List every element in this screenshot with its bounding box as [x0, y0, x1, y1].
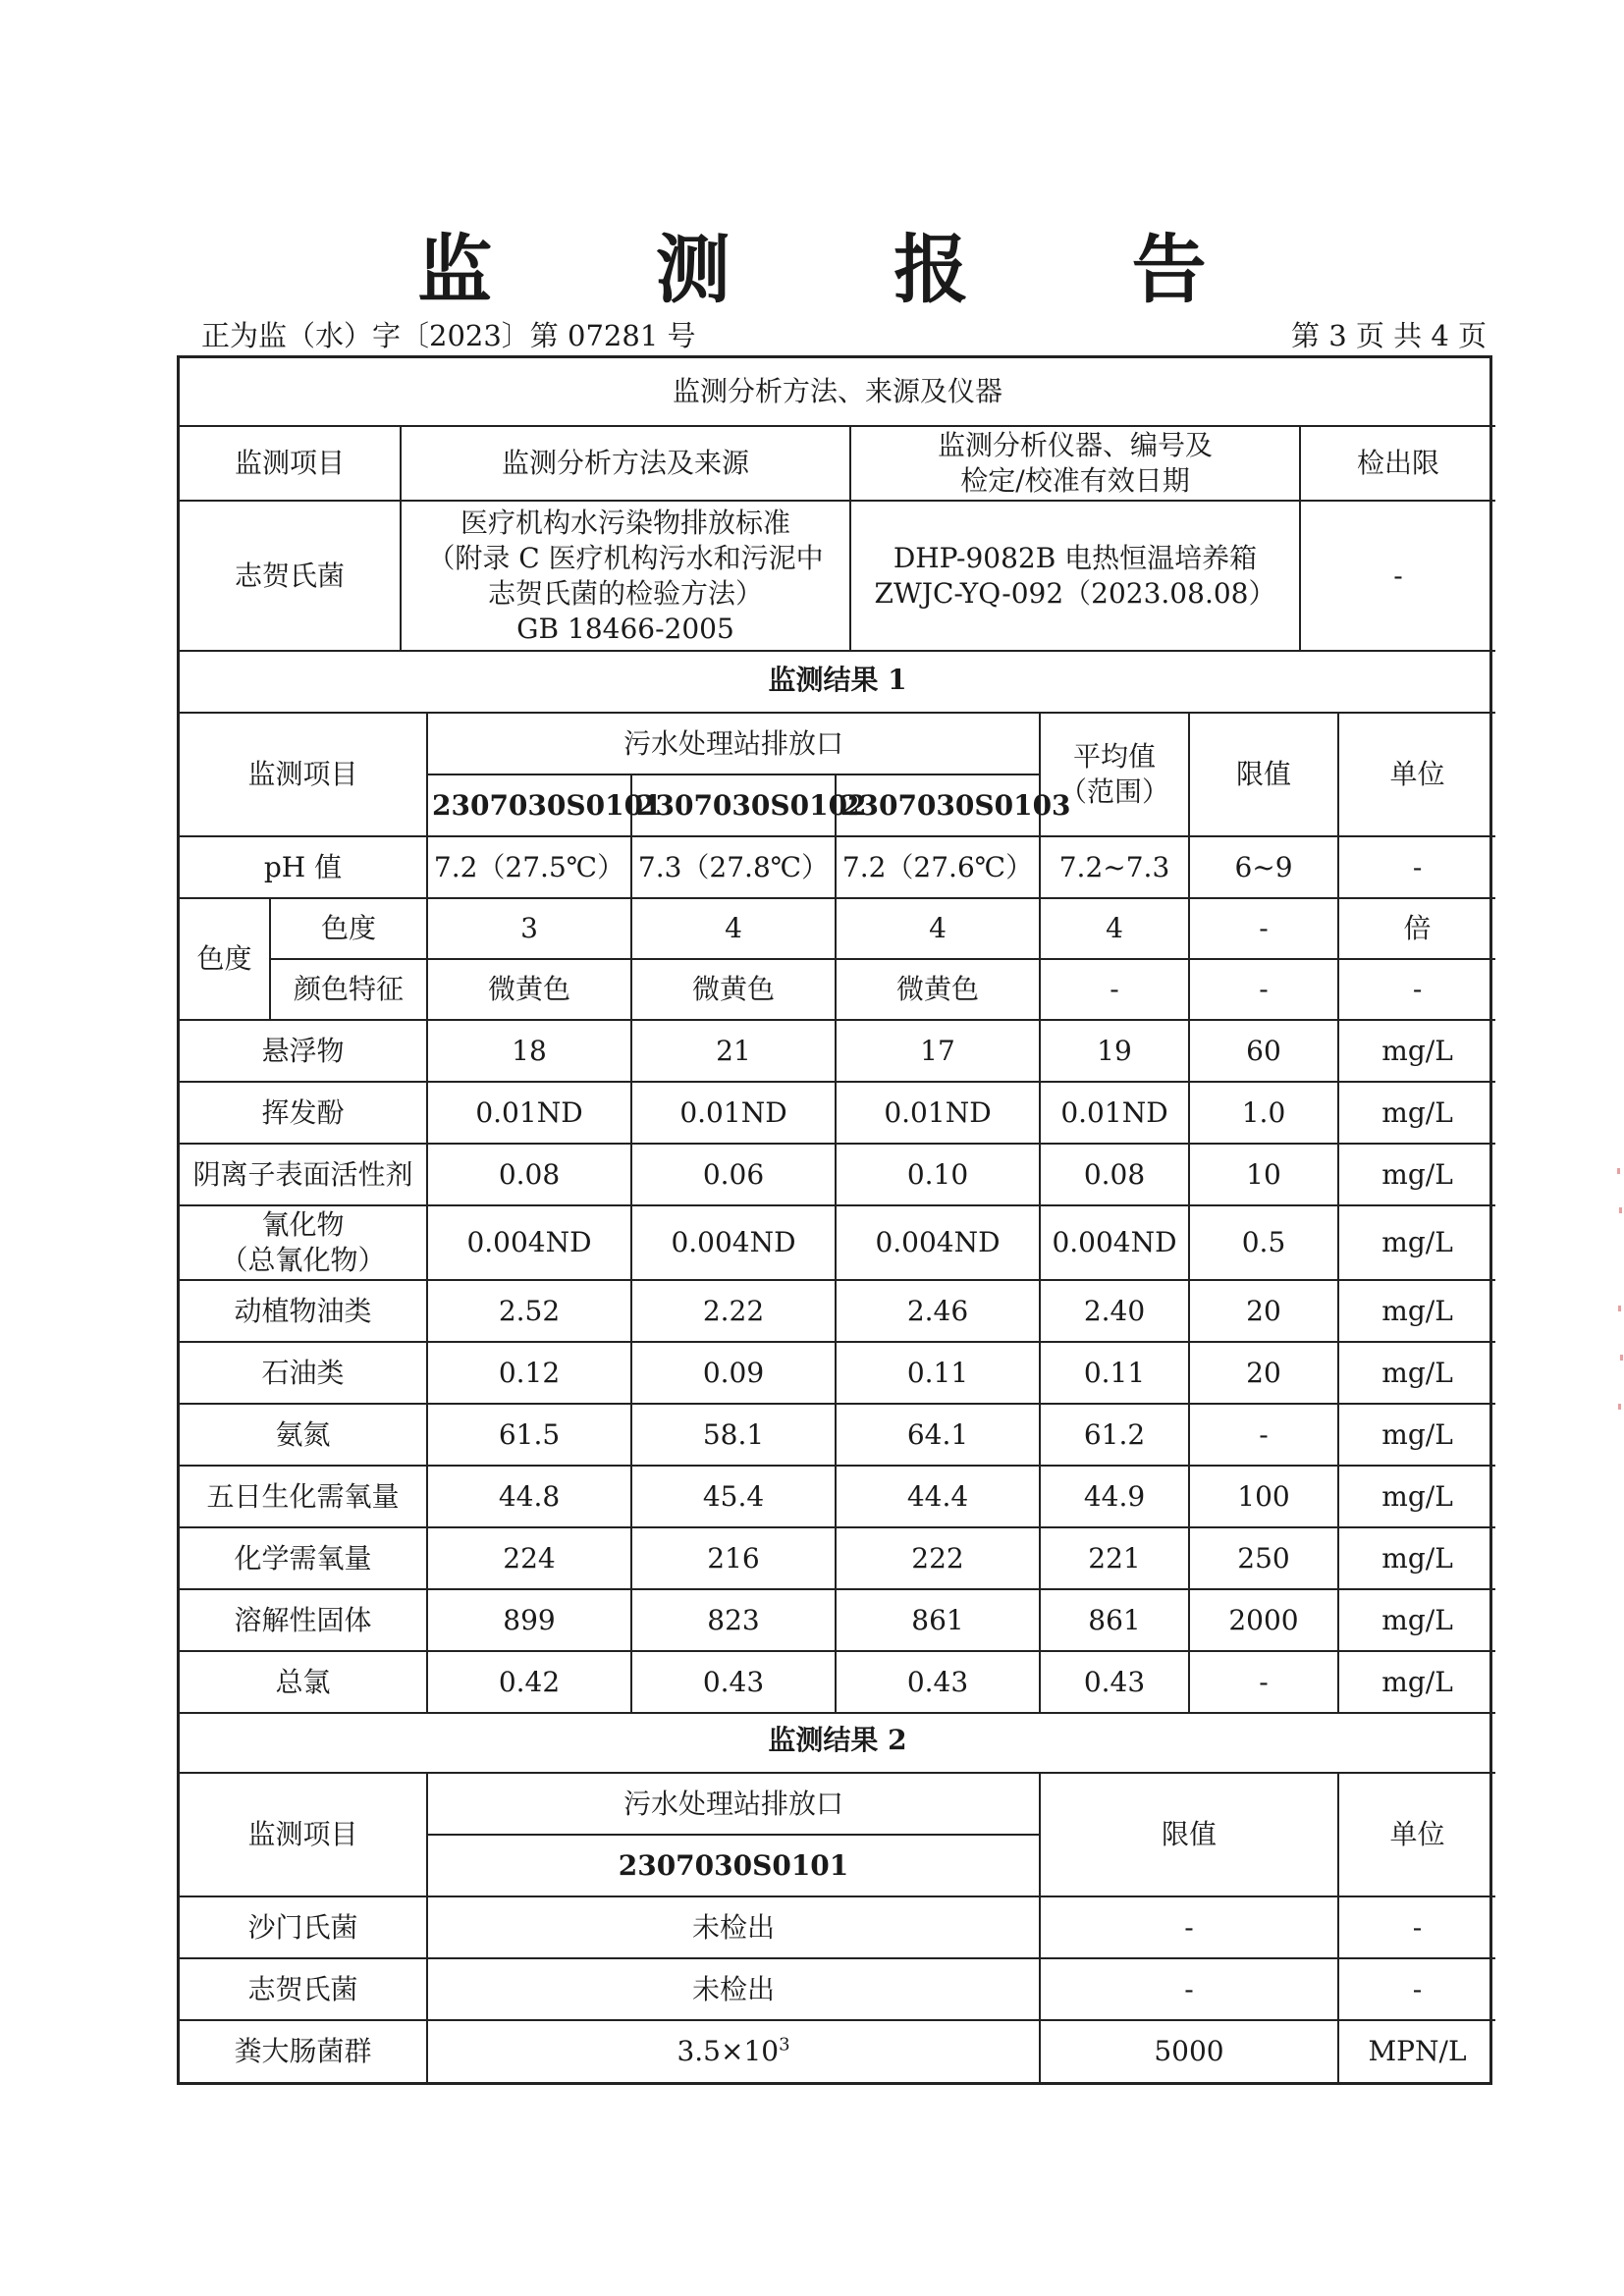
r2-header-unit: 单位 — [1338, 1773, 1495, 1896]
r1-value: 0.01ND — [631, 1082, 836, 1144]
r1-sample-3: 2307030S0103 — [836, 774, 1040, 836]
r1-limit: - — [1189, 898, 1338, 959]
table-row — [180, 959, 1495, 1020]
r1-value: 899 — [427, 1589, 631, 1651]
table-row — [180, 1958, 1495, 2020]
table-row — [180, 1651, 1495, 1713]
r1-average: - — [1040, 959, 1189, 1020]
r2-sample-1: 2307030S0101 — [427, 1835, 1040, 1896]
r1-value: 17 — [836, 1020, 1040, 1082]
r1-value: 58.1 — [631, 1404, 836, 1466]
report-title: 监 测 报 告 — [417, 226, 1275, 313]
r1-unit: mg/L — [1338, 1589, 1495, 1651]
r1-item: 动植物油类 — [180, 1280, 427, 1342]
table-row — [180, 1466, 1495, 1527]
r2-unit: - — [1338, 1958, 1495, 2020]
r2-item: 沙门氏菌 — [180, 1896, 427, 1958]
table-row — [180, 1205, 1495, 1280]
r1-value: 2.46 — [836, 1280, 1040, 1342]
method-item: 志贺氏菌 — [180, 501, 401, 651]
r1-value: 0.11 — [836, 1342, 1040, 1404]
r1-value: 216 — [631, 1527, 836, 1589]
r1-value: 7.2（27.6℃） — [836, 836, 1040, 898]
r1-average: 0.01ND — [1040, 1082, 1189, 1144]
r1-unit: mg/L — [1338, 1144, 1495, 1205]
r1-value: 3 — [427, 898, 631, 959]
results1-heading: 监测结果 1 — [180, 648, 1495, 713]
document-number: 正为监（水）字〔2023〕第 07281 号 — [201, 319, 696, 352]
r1-item: pH 值 — [180, 836, 427, 898]
r1-unit: - — [1338, 836, 1495, 898]
r1-item: 溶解性固体 — [180, 1589, 427, 1651]
r1-item: 氨氮 — [180, 1404, 427, 1466]
r1-limit: 0.5 — [1189, 1205, 1338, 1280]
results2-section — [177, 1708, 1492, 2085]
r1-value: 45.4 — [631, 1466, 836, 1527]
header-method: 监测分析方法及来源 — [401, 426, 850, 501]
r1-header-item: 监测项目 — [180, 713, 427, 836]
scan-speck — [1618, 1306, 1621, 1311]
r1-value: 64.1 — [836, 1404, 1040, 1466]
r1-header-limit: 限值 — [1189, 713, 1338, 836]
r1-average: 19 — [1040, 1020, 1189, 1082]
r1-color-group: 色度 — [180, 898, 270, 1020]
r1-unit: mg/L — [1338, 1651, 1495, 1713]
r1-limit: - — [1189, 1651, 1338, 1713]
r1-value: 0.004ND — [427, 1205, 631, 1280]
r1-header-location: 污水处理站排放口 — [427, 713, 1040, 774]
r1-limit: 2000 — [1189, 1589, 1338, 1651]
r1-average: 221 — [1040, 1527, 1189, 1589]
r1-value: 0.43 — [631, 1651, 836, 1713]
r1-value: 0.43 — [836, 1651, 1040, 1713]
r1-value: 823 — [631, 1589, 836, 1651]
r1-limit: 100 — [1189, 1466, 1338, 1527]
r1-value: 0.09 — [631, 1342, 836, 1404]
r2-header-limit: 限值 — [1040, 1773, 1338, 1896]
table-row — [180, 836, 1495, 898]
r2-unit: MPN/L — [1338, 2020, 1495, 2082]
results1-section — [177, 648, 1492, 1714]
results2-header-row — [180, 1773, 1495, 1835]
r1-limit: - — [1189, 959, 1338, 1020]
header-detection-limit: 检出限 — [1300, 426, 1495, 501]
scan-speck — [1618, 1404, 1621, 1410]
header-instrument: 监测分析仪器、编号及 检定/校准有效日期 — [850, 426, 1300, 501]
r1-average: 44.9 — [1040, 1466, 1189, 1527]
r1-item: 悬浮物 — [180, 1020, 427, 1082]
r1-average: 0.11 — [1040, 1342, 1189, 1404]
r1-value: 0.01ND — [427, 1082, 631, 1144]
r1-unit: mg/L — [1338, 1404, 1495, 1466]
r1-unit: 倍 — [1338, 898, 1495, 959]
table-row — [180, 1280, 1495, 1342]
r1-value: 0.06 — [631, 1144, 836, 1205]
results2-heading-row — [180, 1708, 1495, 1773]
r1-limit: - — [1189, 1404, 1338, 1466]
r2-item: 志贺氏菌 — [180, 1958, 427, 2020]
method-source: 医疗机构水污染物排放标准 （附录 C 医疗机构污水和污泥中 志贺氏菌的检验方法） GB 18466-2005 — [401, 501, 850, 651]
r1-value: 7.3（27.8℃） — [631, 836, 836, 898]
r1-item: 总氯 — [180, 1651, 427, 1713]
r1-unit: mg/L — [1338, 1280, 1495, 1342]
r1-item: 五日生化需氧量 — [180, 1466, 427, 1527]
table-row — [180, 1020, 1495, 1082]
r1-value: 0.004ND — [836, 1205, 1040, 1280]
r1-sample-1: 2307030S0101 — [427, 774, 631, 836]
r1-value: 44.8 — [427, 1466, 631, 1527]
r1-limit: 20 — [1189, 1342, 1338, 1404]
table-row — [180, 1896, 1495, 1958]
methods-section — [177, 355, 1492, 652]
r1-item: 颜色特征 — [270, 959, 427, 1020]
r1-value: 44.4 — [836, 1466, 1040, 1527]
table-row — [180, 1342, 1495, 1404]
r1-average: 861 — [1040, 1589, 1189, 1651]
r1-unit: mg/L — [1338, 1342, 1495, 1404]
r2-value: 未检出 — [427, 1896, 1040, 1958]
r1-item: 化学需氧量 — [180, 1527, 427, 1589]
methods-header-row — [180, 426, 1495, 501]
table-row — [180, 1082, 1495, 1144]
results2-table — [180, 1708, 1495, 2082]
table-row — [180, 1527, 1495, 1589]
methods-row — [180, 501, 1495, 651]
methods-table — [180, 358, 1495, 652]
r1-item: 石油类 — [180, 1342, 427, 1404]
r1-value: 2.52 — [427, 1280, 631, 1342]
r2-limit: 5000 — [1040, 2020, 1338, 2082]
r1-unit: mg/L — [1338, 1082, 1495, 1144]
r2-value: $3.5\times 10^3$ — [427, 2020, 1040, 2082]
r1-unit: mg/L — [1338, 1020, 1495, 1082]
r1-value: 0.01ND — [836, 1082, 1040, 1144]
r2-header-item: 监测项目 — [180, 1773, 427, 1896]
r2-header-location: 污水处理站排放口 — [427, 1773, 1040, 1835]
r1-value: 224 — [427, 1527, 631, 1589]
r1-header-unit: 单位 — [1338, 713, 1495, 836]
r1-value: 861 — [836, 1589, 1040, 1651]
r1-average: 0.08 — [1040, 1144, 1189, 1205]
header-item: 监测项目 — [180, 426, 401, 501]
r1-limit: 1.0 — [1189, 1082, 1338, 1144]
results1-heading-row — [180, 648, 1495, 713]
r1-average: 61.2 — [1040, 1404, 1189, 1466]
r1-item: 挥发酚 — [180, 1082, 427, 1144]
scan-speck — [1620, 1355, 1623, 1361]
r1-value: 0.10 — [836, 1144, 1040, 1205]
table-row — [180, 1404, 1495, 1466]
r1-limit: 6~9 — [1189, 836, 1338, 898]
r1-value: 微黄色 — [836, 959, 1040, 1020]
r1-sample-2: 2307030S0102 — [631, 774, 836, 836]
r1-unit: - — [1338, 959, 1495, 1020]
r1-header-average: 平均值 （范围） — [1040, 713, 1189, 836]
r1-value: 2.22 — [631, 1280, 836, 1342]
r1-item: 色度 — [270, 898, 427, 959]
r1-unit: mg/L — [1338, 1205, 1495, 1280]
r2-limit: - — [1040, 1958, 1338, 2020]
r1-value: 微黄色 — [427, 959, 631, 1020]
page-info: 第 3 页 共 4 页 — [1291, 319, 1487, 352]
r1-value: 61.5 — [427, 1404, 631, 1466]
r1-value: 微黄色 — [631, 959, 836, 1020]
scan-speck — [1617, 1168, 1620, 1174]
r1-value: 18 — [427, 1020, 631, 1082]
r1-value: 4 — [836, 898, 1040, 959]
r1-value: 0.004ND — [631, 1205, 836, 1280]
r1-average: 2.40 — [1040, 1280, 1189, 1342]
scan-speck — [1619, 1207, 1622, 1213]
table-row — [180, 1589, 1495, 1651]
r1-limit: 250 — [1189, 1527, 1338, 1589]
r1-unit: mg/L — [1338, 1527, 1495, 1589]
r1-item: 氰化物 （总氰化物） — [180, 1205, 427, 1280]
r1-item: 阴离子表面活性剂 — [180, 1144, 427, 1205]
table-row — [180, 1144, 1495, 1205]
r2-limit: - — [1040, 1896, 1338, 1958]
r2-item: 粪大肠菌群 — [180, 2020, 427, 2082]
r1-unit: mg/L — [1338, 1466, 1495, 1527]
r1-average: 0.004ND — [1040, 1205, 1189, 1280]
methods-heading: 监测分析方法、来源及仪器 — [180, 358, 1495, 426]
r1-limit: 20 — [1189, 1280, 1338, 1342]
r1-limit: 10 — [1189, 1144, 1338, 1205]
table-row — [180, 2020, 1495, 2082]
r1-value: 0.08 — [427, 1144, 631, 1205]
r1-average: 4 — [1040, 898, 1189, 959]
r1-value: 0.42 — [427, 1651, 631, 1713]
r1-average: 0.43 — [1040, 1651, 1189, 1713]
methods-heading-row — [180, 358, 1495, 426]
table-row — [180, 898, 1495, 959]
r1-value: 222 — [836, 1527, 1040, 1589]
method-instrument: DHP-9082B 电热恒温培养箱 ZWJC-YQ-092（2023.08.08） — [850, 501, 1300, 651]
r1-value: 7.2（27.5℃） — [427, 836, 631, 898]
method-detection-limit: - — [1300, 501, 1495, 651]
r2-unit: - — [1338, 1896, 1495, 1958]
r2-value: 未检出 — [427, 1958, 1040, 2020]
results1-header-row — [180, 713, 1495, 774]
r1-value: 0.12 — [427, 1342, 631, 1404]
r1-average: 7.2~7.3 — [1040, 836, 1189, 898]
r1-value: 21 — [631, 1020, 836, 1082]
r1-value: 4 — [631, 898, 836, 959]
results2-heading: 监测结果 2 — [180, 1708, 1495, 1773]
results1-table — [180, 648, 1495, 1714]
r1-limit: 60 — [1189, 1020, 1338, 1082]
